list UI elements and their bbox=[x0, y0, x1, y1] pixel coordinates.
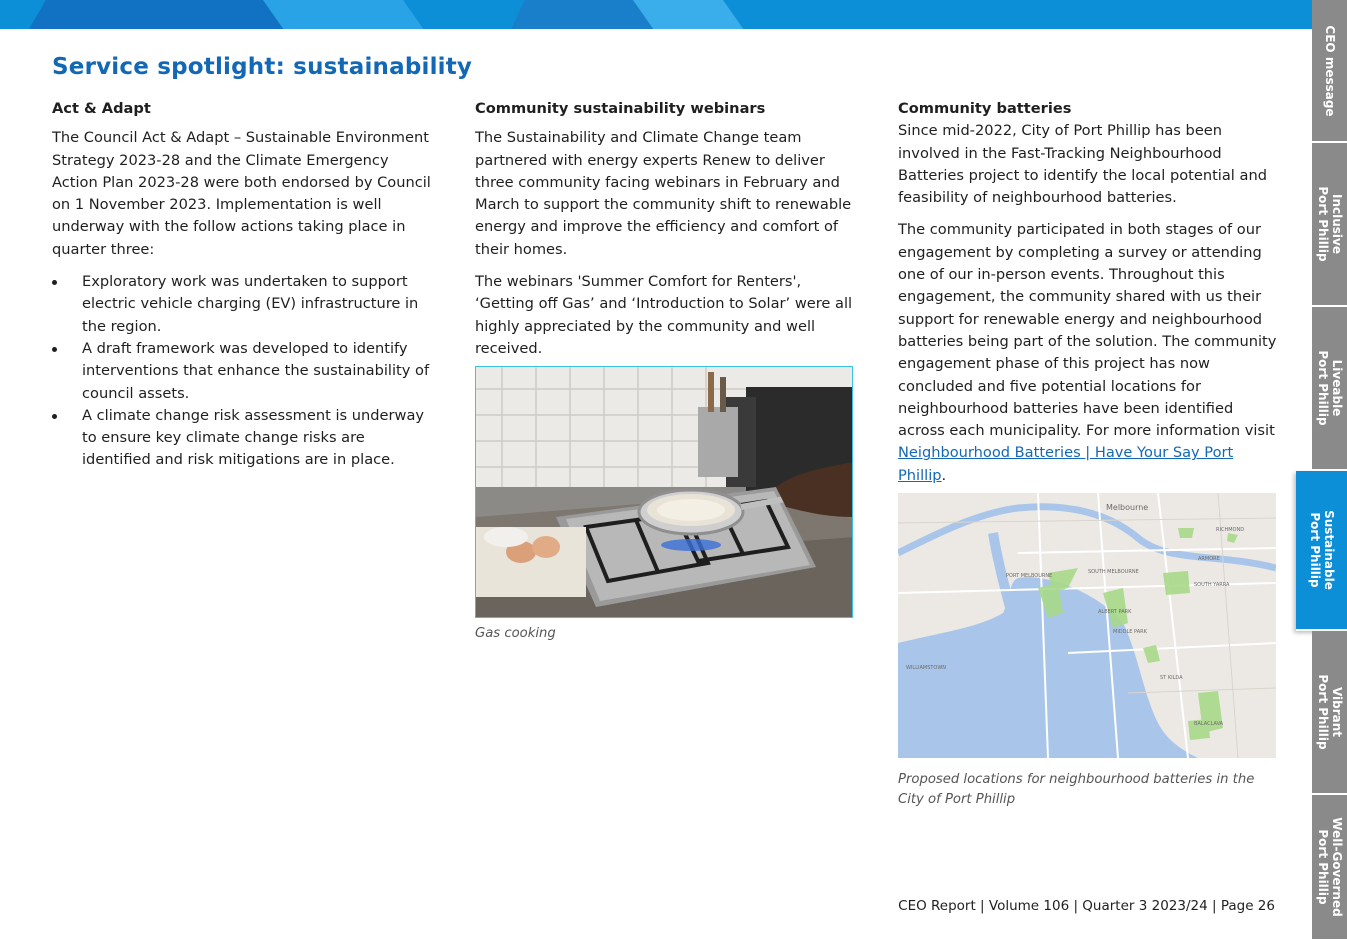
tab-label: Inclusive Port Phillip bbox=[1315, 186, 1344, 262]
map-label: WILLIAMSTOWN bbox=[906, 665, 947, 671]
page-footer: CEO Report | Volume 106 | Quarter 3 2023/24 | Page 26 bbox=[898, 898, 1275, 914]
tab-label: Liveable Port Phillip bbox=[1315, 350, 1344, 426]
map-caption: Proposed locations for neighbourhood batteries in the City of Port Phillip bbox=[898, 772, 1255, 807]
tab-liveable-port-phillip[interactable] bbox=[1312, 307, 1347, 471]
map-label: SOUTH MELBOURNE bbox=[1088, 569, 1139, 575]
section-paragraph: The webinars 'Summer Comfort for Renters', ‘Getting off Gas’ and ‘Introduction to Solar’ were all highly appreciated by the community and well received. bbox=[475, 273, 853, 357]
section-heading: Act & Adapt bbox=[52, 100, 151, 117]
section-heading: Community batteries bbox=[898, 100, 1072, 117]
have-your-say-link[interactable]: Neighbourhood Batteries | Have Your Say Port Phillip bbox=[898, 444, 1234, 484]
tab-label: Vibrant Port Phillip bbox=[1315, 674, 1344, 750]
section-paragraph: The Council Act & Adapt – Sustainable Environment Strategy 2023-28 and the Climate Emergency Action Plan 2023-28 were both endorsed by Council on 1 November 2023. Implementation is well underway with the follow actions taking place in quarter three: bbox=[52, 129, 431, 258]
side-navigation bbox=[1307, 0, 1347, 941]
bullet-list bbox=[52, 271, 437, 472]
list-item: Exploratory work was undertaken to support electric vehicle charging (EV) infrastructure in the region. bbox=[52, 271, 437, 338]
column-batteries bbox=[898, 98, 1283, 497]
section-paragraph: Since mid-2022, City of Port Phillip has been involved in the Fast-Tracking Neighbourhood Batteries project to identify the local potential and feasibility of neighbourhood batteries. bbox=[898, 122, 1267, 207]
map-label: Melbourne bbox=[1106, 503, 1149, 512]
map-label: MIDDLE PARK bbox=[1113, 629, 1147, 635]
photo-caption: Gas cooking bbox=[475, 626, 556, 641]
tab-label: Sustainable Port Phillip bbox=[1307, 510, 1336, 590]
paragraph-end: . bbox=[941, 466, 947, 484]
map-label: BALACLAVA bbox=[1194, 721, 1224, 727]
tab-label: CEO message bbox=[1322, 24, 1337, 117]
column-webinars bbox=[475, 98, 860, 370]
map-illustration bbox=[898, 493, 1276, 758]
batteries-map bbox=[898, 493, 1276, 758]
tab-ceo-message[interactable] bbox=[1312, 0, 1347, 143]
tab-inclusive-port-phillip[interactable] bbox=[1312, 143, 1347, 307]
list-item: A draft framework was developed to identify interventions that enhance the sustainability of council assets. bbox=[52, 338, 437, 405]
section-paragraph bbox=[898, 219, 1283, 487]
tab-well-governed-port-phillip[interactable] bbox=[1312, 795, 1347, 941]
list-item: A climate change risk assessment is underway to ensure key climate change risks are identified and risk mitigations are in place. bbox=[52, 405, 437, 472]
section-paragraph: The Sustainability and Climate Change team partnered with energy experts Renew to deliver three community facing webinars in February and March to support the community shift to renewable energy and improve the efficiency and comfort of their homes. bbox=[475, 129, 852, 258]
map-label: RICHMOND bbox=[1216, 527, 1245, 533]
gas-cooking-photo bbox=[475, 366, 853, 618]
tab-label: Well-Governed Port Phillip bbox=[1315, 817, 1344, 917]
map-label: PORT MELBOURNE bbox=[1006, 573, 1053, 579]
top-banner bbox=[0, 0, 1312, 29]
gas-cooking-illustration bbox=[476, 367, 853, 618]
map-label: ARMORE bbox=[1198, 556, 1220, 562]
map-label: SOUTH YARRA bbox=[1194, 582, 1230, 588]
paragraph-text: The community participated in both stages of our engagement by completing a survey or attending one of our in-person events. Throughout this engagement, the community shared with us their support for renewable energy and neighbourhood batteries being part of the solution. The community engagement phase of this project has now concluded and five potential locations for neighbourhood batteries have been identified across each municipality. For more information visit bbox=[898, 221, 1277, 440]
tab-sustainable-port-phillip[interactable] bbox=[1296, 471, 1347, 631]
page-title: Service spotlight: sustainability bbox=[52, 54, 473, 80]
tab-vibrant-port-phillip[interactable] bbox=[1312, 631, 1347, 795]
map-label: ST KILDA bbox=[1160, 675, 1183, 681]
column-act-adapt bbox=[52, 98, 437, 472]
map-label: ALBERT PARK bbox=[1098, 609, 1132, 615]
section-heading: Community sustainability webinars bbox=[475, 100, 766, 117]
